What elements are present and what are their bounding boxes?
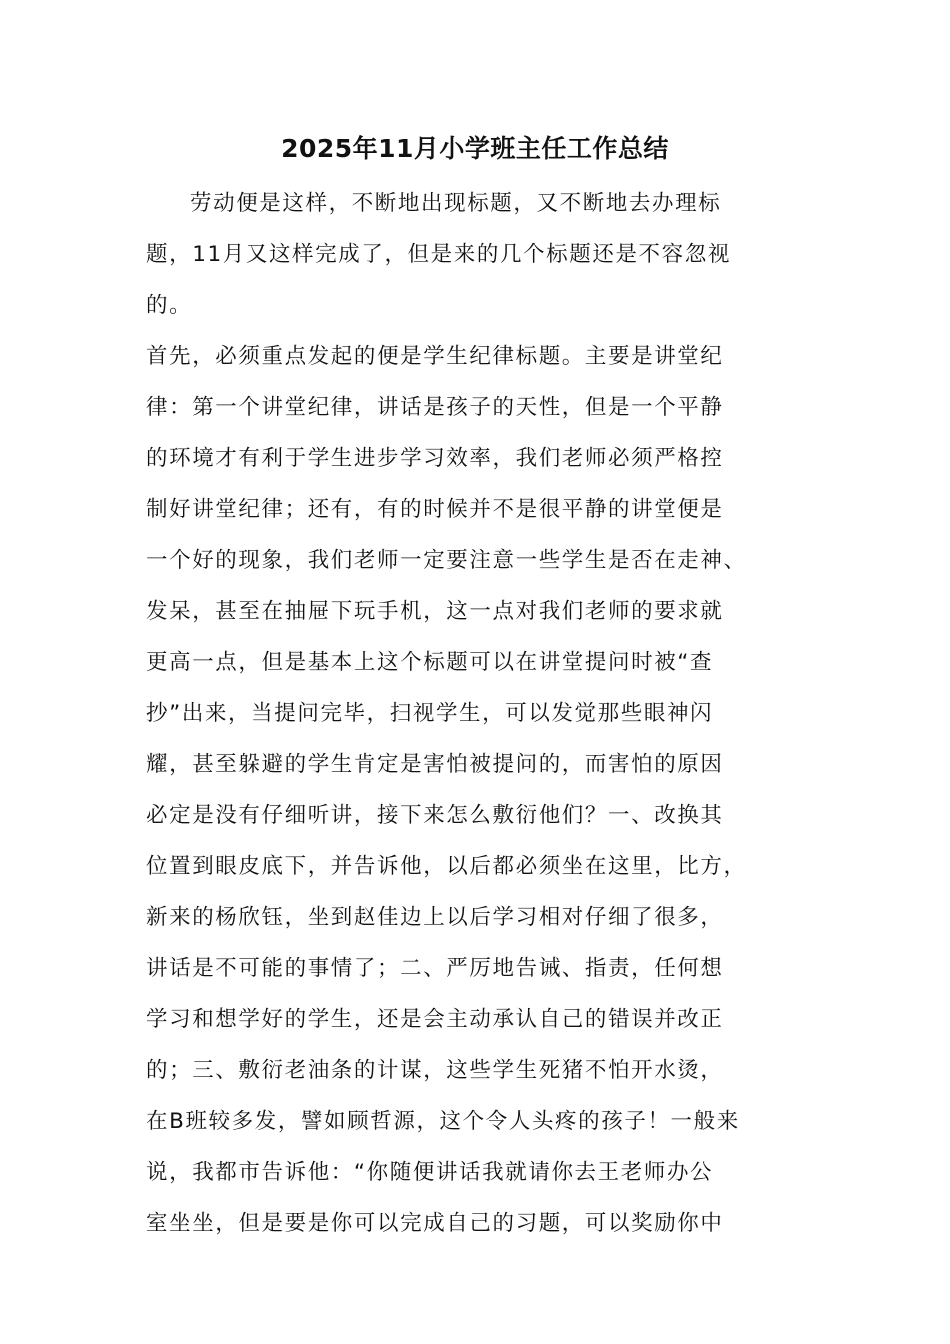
document-body	[146, 178, 826, 1249]
paragraph-line: 讲话是不可能的事情了；二、严厉地告诫、指责，任何想	[146, 956, 724, 981]
paragraph-line: 更高一点，但是基本上这个标题可以在讲堂提问时被“查	[146, 650, 714, 675]
paragraph-line: 的环境才有利于学生进步学习效率，我们老师必须严格控	[146, 446, 724, 471]
paragraph-line: 题，11月又这样完成了，但是来的几个标题还是不容忽视	[146, 242, 731, 267]
paragraph-line: 的。	[146, 293, 193, 318]
paragraph-line: 必定是没有仔细听讲，接下来怎么敷衍他们？一、改换其	[146, 803, 724, 828]
paragraph-line: 抄”出来，当提问完毕，扫视学生，可以发觉那些眼神闪	[146, 701, 714, 726]
paragraph-line: 制好讲堂纪律；还有，有的时候并不是很平静的讲堂便是	[146, 497, 724, 522]
paragraph-line: 室坐坐，但是要是你可以完成自己的习题，可以奖励你中	[146, 1211, 724, 1236]
paragraph-line: 首先，必须重点发起的便是学生纪律标题。主要是讲堂纪	[146, 344, 724, 369]
paragraph-line: 说，我都市告诉他：“你随便讲话我就请你去王老师办公	[146, 1160, 714, 1185]
paragraph-line: 新来的杨欣钰，坐到赵佳边上以后学习相对仔细了很多，	[146, 905, 724, 930]
document-title: 2025年11月小学班主任工作总结	[281, 134, 669, 163]
paragraph-line: 律：第一个讲堂纪律，讲话是孩子的天性，但是一个平静	[146, 395, 724, 420]
paragraph-line: 在B班较多发，譬如顾哲源，这个令人头疼的孩子！一般来	[146, 1109, 740, 1134]
paragraph-line: 耀，甚至躲避的学生肯定是害怕被提问的，而害怕的原因	[146, 752, 724, 777]
paragraph-line: 位置到眼皮底下，并告诉他，以后都必须坐在这里，比方，	[146, 854, 747, 879]
paragraph-line: 学习和想学好的学生，还是会主动承认自己的错误并改正	[146, 1007, 724, 1032]
paragraph-line: 发呆，甚至在抽屉下玩手机，这一点对我们老师的要求就	[146, 599, 724, 624]
paragraph-line: 劳动便是这样，不断地出现标题，又不断地去办理标	[190, 191, 722, 216]
paragraph-line: 的；三、敷衍老油条的计谋，这些学生死猪不怕开水烫，	[146, 1058, 724, 1083]
paragraph-line: 一个好的现象，我们老师一定要注意一些学生是否在走神、	[146, 548, 747, 573]
